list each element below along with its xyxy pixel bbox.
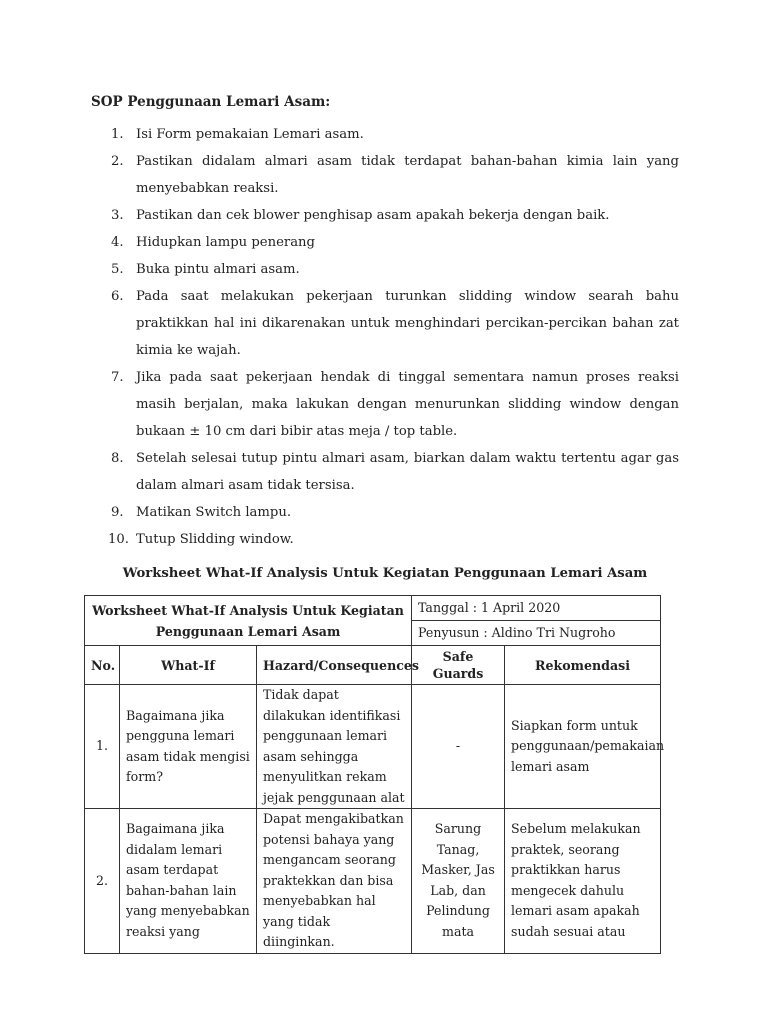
sop-step-number: 10. xyxy=(108,532,129,547)
sop-step-text: Setelah selesai tutup pintu almari asam, biarkan dalam waktu tertentu agar gas dalam almari asam tidak tersisa. xyxy=(136,451,679,493)
sop-step-text: Tutup Slidding window. xyxy=(136,532,294,547)
sop-step-number: 3. xyxy=(111,208,124,223)
worksheet-date: Tanggal : 1 April 2020 xyxy=(412,596,661,621)
sop-step xyxy=(91,202,679,229)
sop-step-number: 2. xyxy=(111,154,124,169)
cell-safe-guards: Sarung Tanag, Masker, Jas Lab, dan Pelindung mata xyxy=(412,809,505,954)
sop-step-number: 4. xyxy=(111,235,124,250)
sop-step-text: Pastikan dan cek blower penghisap asam apakah bekerja dengan baik. xyxy=(136,208,610,223)
sop-step xyxy=(91,229,679,256)
sop-step-number: 5. xyxy=(111,262,124,277)
cell-hazard: Tidak dapat dilakukan identifikasi penggunaan lemari asam sehingga menyulitkan rekam jejak penggunaan alat xyxy=(257,685,412,809)
column-header-rekomendasi: Rekomendasi xyxy=(505,646,661,685)
sop-step xyxy=(91,499,679,526)
cell-rekomendasi: Sebelum melakukan praktek, seorang praktikkan harus mengecek dahulu lemari asam apakah sudah sesuai atau xyxy=(505,809,661,954)
sop-step xyxy=(91,121,679,148)
sop-step xyxy=(91,148,679,202)
cell-safe-guards: - xyxy=(412,685,505,809)
sop-step-number: 6. xyxy=(111,289,124,304)
sop-title: SOP Penggunaan Lemari Asam: xyxy=(91,94,331,110)
sop-step xyxy=(91,526,679,553)
worksheet-table-title: Worksheet What-If Analysis Untuk Kegiatan Penggunaan Lemari Asam xyxy=(85,596,412,646)
table-row xyxy=(85,685,661,809)
worksheet-table xyxy=(84,595,665,954)
sop-step xyxy=(91,445,679,499)
worksheet-author: Penyusun : Aldino Tri Nugroho xyxy=(412,621,661,646)
sop-step-text: Isi Form pemakaian Lemari asam. xyxy=(136,127,364,142)
cell-what-if: Bagaimana jika didalam lemari asam terdapat bahan-bahan lain yang menyebabkan reaksi yang xyxy=(120,809,257,954)
table-row xyxy=(85,809,661,954)
table-header-row xyxy=(85,646,661,685)
sop-step-number: 9. xyxy=(111,505,124,520)
cell-no: 1. xyxy=(85,685,120,809)
sop-step-text: Jika pada saat pekerjaan hendak di tinggal sementara namun proses reaksi masih berjalan, maka lakukan dengan menurunkan slidding window dengan bukaan ± 10 cm dari bibir atas meja / top table. xyxy=(136,370,679,439)
sop-steps-list xyxy=(91,121,679,553)
cell-hazard: Dapat mengakibatkan potensi bahaya yang mengancam seorang praktekkan dan bisa menyebabkan hal yang tidak diinginkan. xyxy=(257,809,412,954)
sop-step-number: 1. xyxy=(111,127,124,142)
sop-step xyxy=(91,283,679,364)
sop-step-number: 7. xyxy=(111,370,124,385)
sop-step-text: Hidupkan lampu penerang xyxy=(136,235,315,250)
worksheet-heading: Worksheet What-If Analysis Untuk Kegiatan Penggunaan Lemari Asam xyxy=(122,566,648,581)
cell-rekomendasi: Siapkan form untuk penggunaan/pemakaian lemari asam xyxy=(505,685,661,809)
sop-step-text: Pada saat melakukan pekerjaan turunkan slidding window searah bahu praktikkan hal ini dikarenakan untuk menghindari percikan-percikan bahan zat kimia ke wajah. xyxy=(136,289,679,358)
column-header-hazard: Hazard/Consequences xyxy=(257,646,412,685)
cell-no: 2. xyxy=(85,809,120,954)
cell-what-if: Bagaimana jika pengguna lemari asam tidak mengisi form? xyxy=(120,685,257,809)
sop-step-text: Pastikan didalam almari asam tidak terdapat bahan-bahan kimia lain yang menyebabkan reaksi. xyxy=(136,154,679,196)
column-header-safe-guards: Safe Guards xyxy=(412,646,505,685)
column-header-what-if: What-If xyxy=(120,646,257,685)
column-header-no: No. xyxy=(85,646,120,685)
sop-step-text: Matikan Switch lampu. xyxy=(136,505,292,520)
sop-step-number: 8. xyxy=(111,451,124,466)
sop-step-text: Buka pintu almari asam. xyxy=(136,262,300,277)
sop-step xyxy=(91,364,679,445)
sop-step xyxy=(91,256,679,283)
